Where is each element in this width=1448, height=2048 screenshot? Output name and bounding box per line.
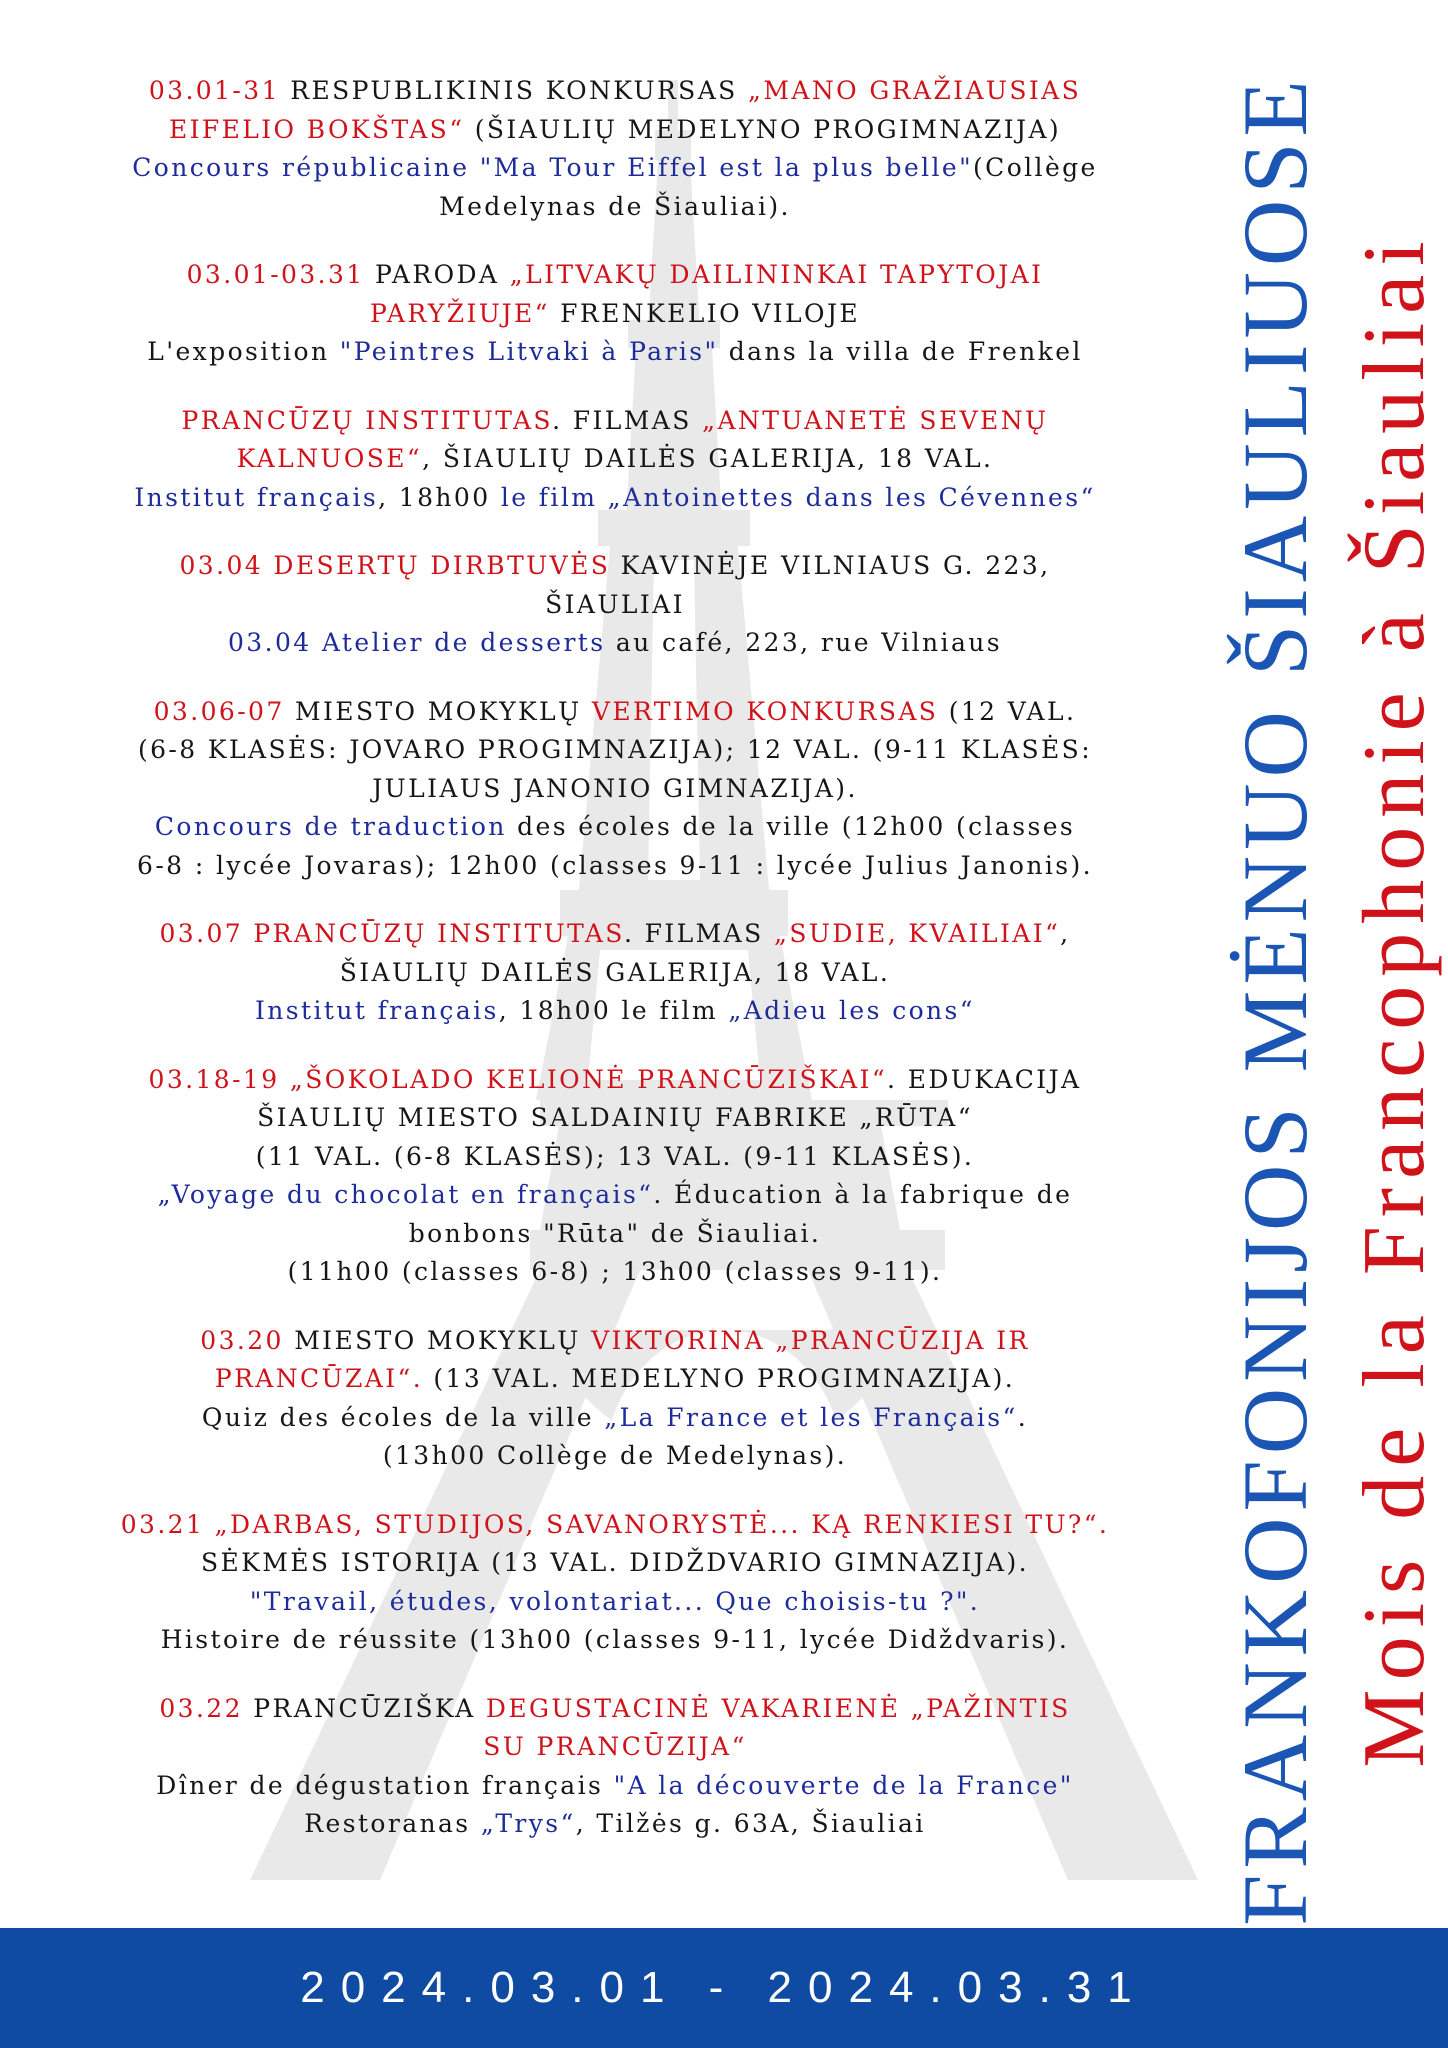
event-line — [50, 1399, 1180, 1438]
event-line — [50, 1506, 1180, 1545]
event-text-segment: VERTIMO KONKURSAS — [591, 696, 949, 726]
event-line — [50, 149, 1180, 188]
event-item — [50, 1690, 1180, 1844]
event-line — [50, 1253, 1180, 1292]
event-line — [50, 188, 1180, 227]
event-text-segment: ŠIAULIŲ MIESTO SALDAINIŲ FABRIKE „RŪTA“ — [257, 1103, 973, 1132]
event-text-segment: Institut français — [255, 996, 499, 1025]
event-line — [50, 256, 1180, 295]
event-text-segment: "Peintres Litvaki à Paris" — [339, 337, 719, 366]
side-title-lithuanian: FRANKOFONIJOS MĖNUO ŠIAULIUOSE — [1224, 74, 1326, 1926]
footer-bar — [0, 1928, 1448, 2048]
event-text-segment: 03.04 Atelier de desserts — [228, 628, 606, 657]
date-range: 2024.03.01 - 2024.03.31 — [300, 1963, 1148, 2012]
event-text-segment: „Voyage du chocolat en français“ — [157, 1180, 654, 1209]
event-line — [50, 1176, 1180, 1215]
event-line — [50, 1690, 1180, 1729]
event-item — [50, 1061, 1180, 1292]
event-line — [50, 1437, 1180, 1476]
event-text-segment: RESPUBLIKINIS KONKURSAS — [290, 76, 749, 105]
event-text-segment: . Éducation à la fabrique de — [653, 1180, 1073, 1209]
event-line — [50, 295, 1180, 334]
event-text-segment: PARODA — [374, 260, 510, 289]
event-line — [50, 1583, 1180, 1622]
event-text-segment: VIKTORINA „PRANCŪZIJA IR — [591, 1325, 1030, 1355]
event-item — [50, 547, 1180, 663]
event-item — [50, 915, 1180, 1031]
event-text-segment: (Collège — [973, 153, 1098, 182]
event-text-segment: 6-8 : lycée Jovaras); 12h00 (classes 9-11 : lycée Julius Janonis). — [137, 850, 1093, 880]
event-line — [50, 440, 1180, 479]
event-text-segment: Medelynas de Šiauliai). — [439, 191, 791, 221]
event-text-segment: dans la villa de Frenkel — [718, 337, 1083, 366]
event-line — [50, 731, 1180, 770]
side-title-french: Mois de la Francophonie à Šiauliai — [1346, 232, 1443, 1768]
event-text-segment: 03.20 — [200, 1325, 295, 1355]
event-text-segment: 03.07 PRANCŪZŲ INSTITUTAS — [159, 919, 624, 948]
event-text-segment: PARYŽIUJE“ — [369, 298, 561, 328]
event-text-segment: „Adieu les cons“ — [728, 996, 975, 1025]
event-text-segment: „La France et les Français“ — [604, 1402, 1018, 1432]
event-line — [50, 1544, 1180, 1583]
event-item — [50, 402, 1180, 518]
event-text-segment: Dîner de dégustation français — [156, 1770, 614, 1800]
event-text-segment: 03.21 „DARBAS, STUDIJOS, SAVANORYSTĖ... KĄ RENKIESI TU?“. — [120, 1509, 1110, 1539]
event-text-segment: Concours de traduction — [154, 812, 507, 841]
event-line — [50, 547, 1180, 586]
event-text-segment: , — [1060, 919, 1071, 948]
event-text-segment: , 18h00 — [378, 482, 501, 512]
event-text-segment: „LITVAKŲ DAILININKAI TAPYTOJAI — [509, 260, 1044, 289]
event-text-segment: Concours républicaine "Ma Tour Eiffel est la plus belle" — [132, 153, 974, 182]
event-item — [50, 1322, 1180, 1476]
event-text-segment: . — [1017, 1402, 1029, 1432]
event-text-segment: (11 VAL. (6-8 KLASĖS); 13 VAL. (9-11 KLASĖS). — [255, 1141, 975, 1171]
event-line — [50, 1360, 1180, 1399]
event-text-segment: (ŠIAULIŲ MEDELYNO PROGIMNAZIJA) — [474, 114, 1062, 144]
event-line — [50, 402, 1180, 441]
event-line — [50, 808, 1180, 847]
event-line — [50, 1805, 1180, 1844]
event-item — [50, 693, 1180, 886]
event-text-segment: (6-8 KLASĖS: JOVARO PROGIMNAZIJA); 12 VAL. (9-11 KLASĖS: — [137, 735, 1093, 764]
event-text-segment: „Trys“ — [480, 1809, 576, 1838]
event-text-segment: , 18h00 le film — [498, 996, 729, 1025]
event-text-segment: „SUDIE, KVAILIAI“ — [773, 919, 1061, 948]
event-text-segment: Restoranas — [304, 1809, 481, 1838]
event-text-segment: bonbons "Rūta" de Šiauliai. — [408, 1218, 822, 1248]
event-line — [50, 333, 1180, 372]
event-text-segment: 03.18-19 „ŠOKOLADO KELIONĖ PRANCŪZIŠKAI“ — [148, 1064, 887, 1094]
event-line — [50, 1099, 1180, 1138]
event-text-segment: (13 VAL. MEDELYNO PROGIMNAZIJA). — [433, 1364, 1016, 1393]
event-line — [50, 770, 1180, 809]
event-text-segment: FRENKELIO VILOJE — [560, 298, 861, 328]
event-line — [50, 111, 1180, 150]
event-text-segment: "Travail, études, volontariat... Que choisis-tu ?". — [249, 1586, 981, 1616]
event-line — [50, 586, 1180, 625]
event-text-segment: PRANCŪZAI“. — [214, 1364, 434, 1393]
event-line — [50, 1621, 1180, 1660]
event-text-segment: ŠIAULIŲ DAILĖS GALERIJA, 18 VAL. — [339, 957, 891, 987]
event-text-segment: „MANO GRAŽIAUSIAS — [748, 76, 1082, 105]
event-line — [50, 847, 1180, 886]
event-line — [50, 915, 1180, 954]
event-text-segment: MIESTO MOKYKLŲ — [294, 1325, 592, 1355]
event-text-segment: le film „Antoinettes dans les Cévennes“ — [500, 482, 1096, 512]
event-text-segment: , ŠIAULIŲ DAILĖS GALERIJA, 18 VAL. — [422, 444, 994, 473]
event-line — [50, 1138, 1180, 1177]
event-line — [50, 954, 1180, 993]
event-line — [50, 992, 1180, 1031]
event-text-segment: PRANCŪZIŠKA — [253, 1693, 486, 1723]
event-text-segment: KALNUOSE“ — [236, 444, 423, 473]
event-text-segment: PRANCŪZŲ INSTITUTAS — [181, 405, 553, 435]
event-text-segment: . FILMAS — [552, 405, 703, 435]
event-text-segment: (13h00 Collège de Medelynas). — [382, 1441, 848, 1470]
event-item — [50, 256, 1180, 372]
event-line — [50, 1215, 1180, 1254]
event-text-segment: Histoire de réussite (13h00 (classes 9-11, lycée Didždvaris). — [160, 1625, 1070, 1654]
event-text-segment: des écoles de la ville (12h00 (classes — [506, 812, 1076, 841]
event-text-segment: 03.22 — [159, 1693, 254, 1723]
event-text-segment: (12 VAL. — [948, 696, 1077, 726]
event-text-segment: ŠIAULIAI — [545, 589, 685, 619]
event-text-segment: 03.04 DESERTŲ DIRBTUVĖS — [179, 551, 621, 580]
event-text-segment: . EDUKACIJA — [887, 1064, 1082, 1094]
event-text-segment: KAVINĖJE VILNIAUS G. 223, — [620, 551, 1051, 580]
event-text-segment: 03.01-31 — [148, 76, 291, 105]
event-text-segment: SU PRANCŪZIJA“ — [483, 1732, 747, 1761]
event-text-segment: , Tilžės g. 63A, Šiauliai — [575, 1809, 926, 1838]
event-line — [50, 1322, 1180, 1361]
event-line — [50, 1728, 1180, 1767]
event-text-segment: EIFELIO BOKŠTAS“ — [168, 114, 475, 144]
event-line — [50, 1767, 1180, 1806]
event-text-segment: Institut français — [134, 482, 379, 512]
event-item — [50, 1506, 1180, 1660]
event-text-segment: "A la découverte de la France" — [613, 1770, 1074, 1800]
event-text-segment: „ANTUANETĖ SEVENŲ — [702, 405, 1049, 435]
event-text-segment: 03.01-03.31 — [186, 260, 375, 289]
event-item — [50, 72, 1180, 226]
event-text-segment: DEGUSTACINĖ VAKARIENĖ „PAŽINTIS — [485, 1693, 1071, 1723]
event-text-segment: (11h00 (classes 6-8) ; 13h00 (classes 9-11). — [287, 1257, 943, 1286]
event-text-segment: SĖKMĖS ISTORIJA (13 VAL. DIDŽDVARIO GIMNAZIJA). — [201, 1548, 1029, 1577]
event-text-segment: MIESTO MOKYKLŲ — [295, 696, 592, 726]
event-text-segment: 03.06-07 — [153, 696, 296, 726]
event-line — [50, 624, 1180, 663]
event-text-segment: L'exposition — [147, 337, 340, 366]
event-text-segment: au café, 223, rue Vilniaus — [605, 628, 1002, 657]
event-line — [50, 479, 1180, 518]
event-line — [50, 693, 1180, 732]
event-line — [50, 1061, 1180, 1100]
event-text-segment: JULIAUS JANONIO GIMNAZIJA). — [372, 773, 858, 803]
event-line — [50, 72, 1180, 111]
event-text-segment: Quiz des écoles de la ville — [201, 1402, 605, 1432]
event-text-segment: . FILMAS — [623, 919, 774, 948]
events-list — [50, 72, 1180, 1874]
